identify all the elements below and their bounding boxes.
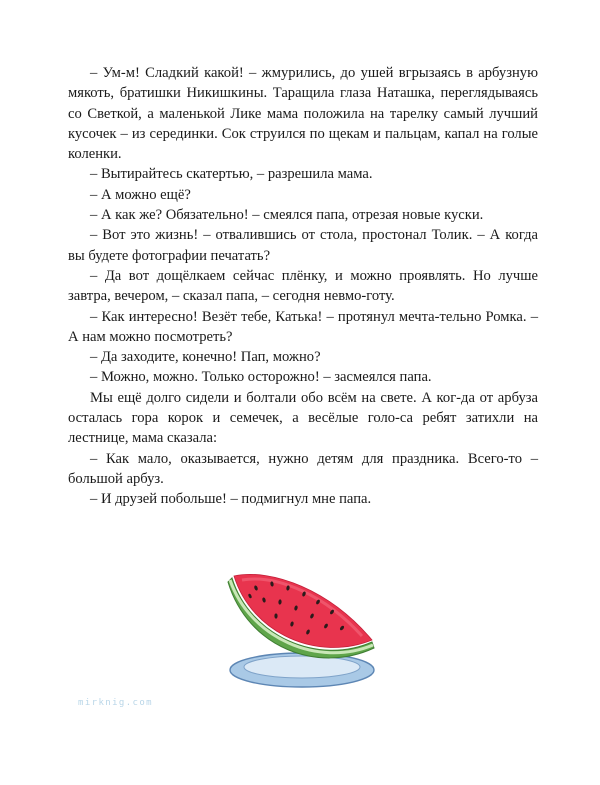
- paragraph: – Ум-м! Сладкий какой! – жмурились, до ушей вгрызаясь в арбузную мякоть, братишки Никишкины. Таращила глаза Наташка, переглядываясь со Светкой, а маленькой Лике мама положила на тарелку самый лучший кусочек – из серединки. Сок струился по щекам и пальцам, капал на голые коленки.: [68, 65, 538, 163]
- paragraph: – Вот это жизнь! – отвалившись от стола, простонал Толик. – А когда вы будете фотографии печатать?: [68, 227, 538, 264]
- watermelon-illustration: [222, 566, 382, 698]
- paragraph: Мы ещё долго сидели и болтали обо всём на свете. А ког-да от арбуза осталась гора корок и семечек, а весёлые голо-са ребят затихли на лестнице, мама сказала:: [68, 389, 538, 447]
- paragraph: – Да заходите, конечно! Пап, можно?: [90, 349, 321, 366]
- paragraph: – Можно, можно. Только осторожно! – засмеялся папа.: [90, 369, 432, 386]
- watermelon-slice-icon: [234, 574, 372, 647]
- paragraph: – Как мало, оказывается, нужно детям для праздника. Всего-то – большой арбуз.: [68, 450, 538, 487]
- paragraph: – Вытирайтесь скатертью, – разрешила мама.: [90, 166, 373, 183]
- watermark: mirknig.com: [78, 698, 154, 708]
- page-text: [68, 63, 538, 510]
- paragraph: – Как интересно! Везёт тебе, Катька! – протянул мечта-тельно Ромка. – А нам можно посмотреть?: [68, 308, 538, 345]
- paragraph: – Да вот дощёлкаем сейчас плёнку, и можно проявлять. Но лучше завтра, вечером, – сказал папа, – сегодня невмо-готу.: [68, 267, 538, 305]
- paragraph: – А можно ещё?: [90, 186, 191, 203]
- paragraph: – А как же? Обязательно! – смеялся папа, отрезая новые куски.: [90, 207, 484, 224]
- paragraph: – И друзей побольше! – подмигнул мне папа.: [90, 491, 372, 508]
